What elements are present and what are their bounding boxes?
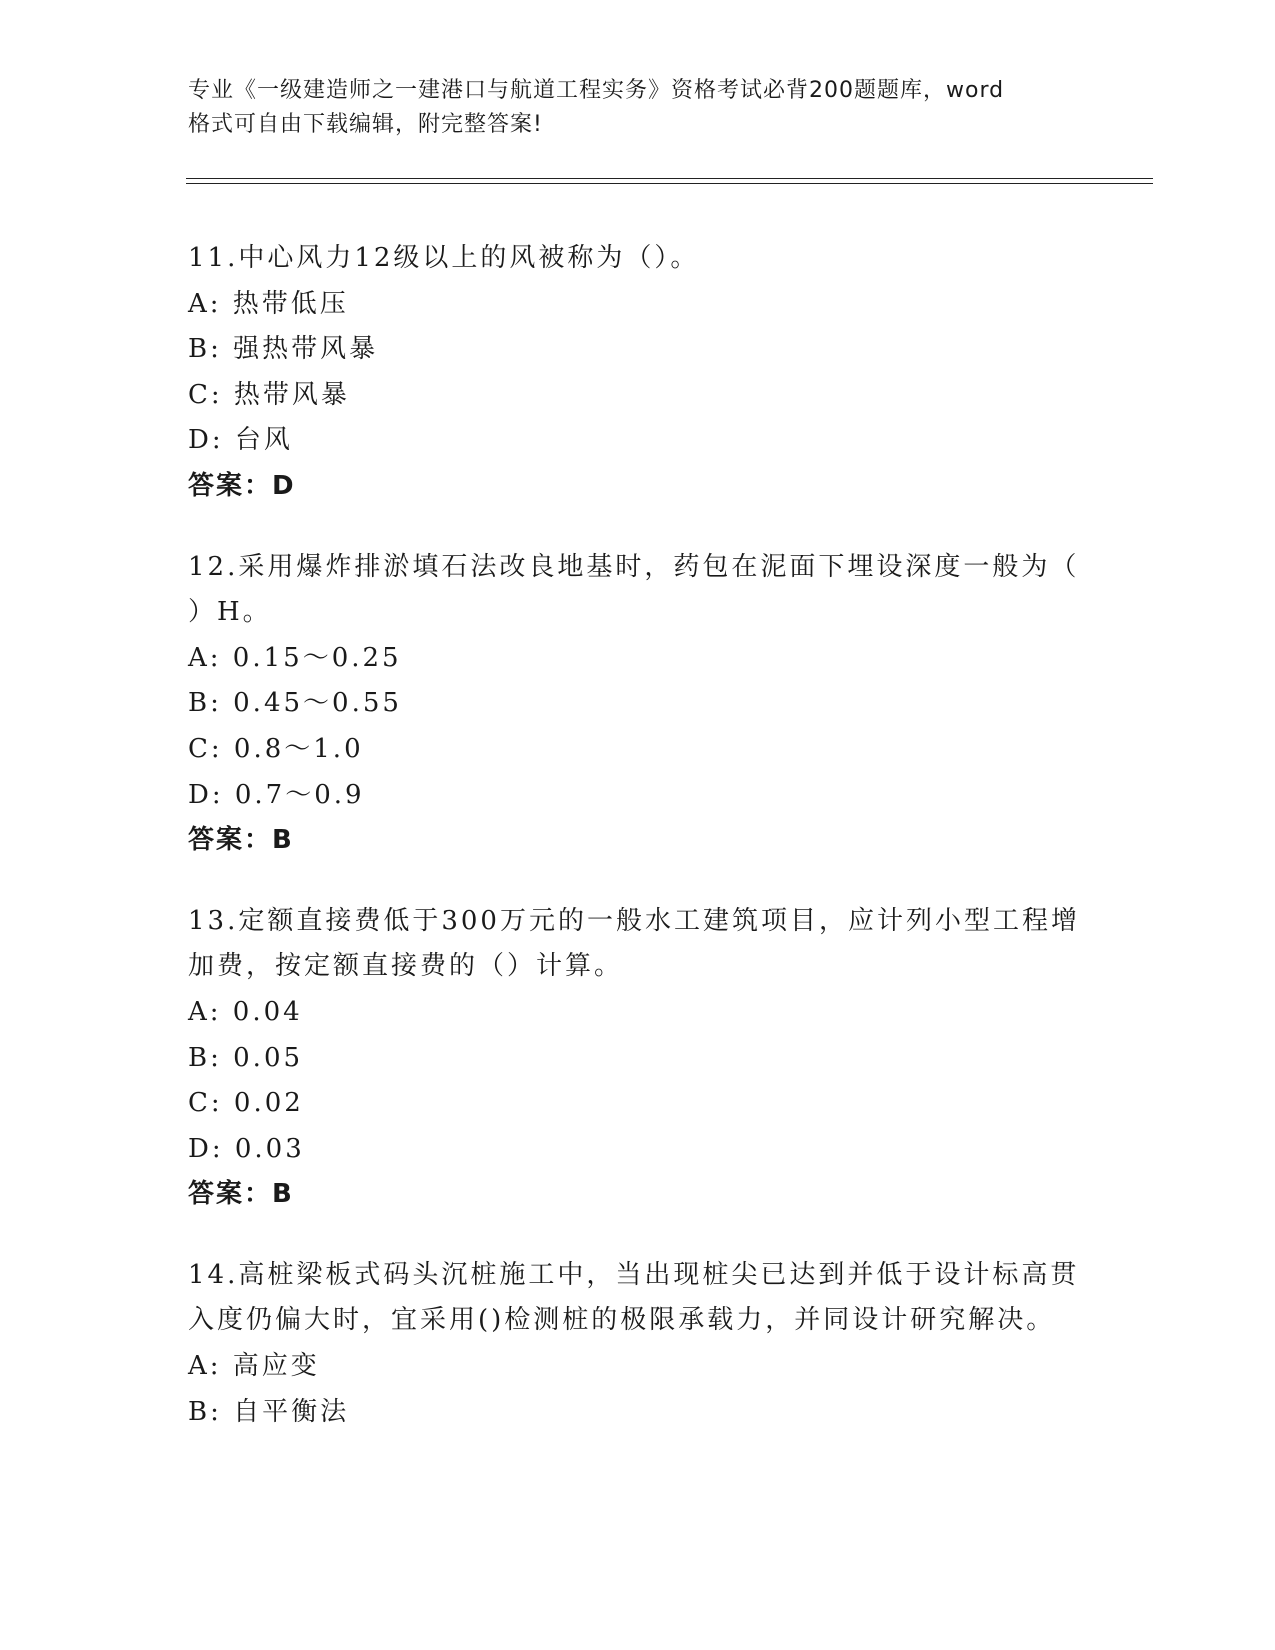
option-a: A: 热带低压 bbox=[188, 288, 349, 319]
question-12 bbox=[188, 545, 1088, 864]
question-stem-line: 11.中心风力12级以上的风被称为（）。 bbox=[188, 243, 700, 273]
option-c: C: 0.8～1.0 bbox=[188, 733, 364, 764]
header-line-2: 格式可自由下载编辑，附完整答案! bbox=[188, 112, 543, 137]
option-a: A: 高应变 bbox=[188, 1351, 320, 1382]
answer-line: 答案：B bbox=[188, 1179, 294, 1210]
header-divider-top bbox=[186, 178, 1153, 179]
question-stem-line: ）H。 bbox=[188, 597, 272, 628]
question-14 bbox=[188, 1253, 1088, 1435]
header-line-1: 专业《一级建造师之一建港口与航道工程实务》资格考试必背200题题库，word bbox=[188, 78, 1005, 103]
question-13 bbox=[188, 899, 1088, 1218]
document-header bbox=[188, 74, 1088, 142]
question-list bbox=[188, 236, 1088, 1470]
option-b: B: 0.45～0.55 bbox=[188, 688, 402, 719]
option-d: D: 0.7～0.9 bbox=[188, 779, 365, 810]
question-stem bbox=[188, 899, 1088, 990]
question-stem bbox=[188, 1253, 1088, 1344]
question-stem-line: 13.定额直接费低于300万元的一般水工建筑项目，应计列小型工程增 bbox=[188, 905, 1080, 936]
option-d: D: 台风 bbox=[188, 425, 293, 456]
option-b: B: 强热带风暴 bbox=[188, 334, 379, 365]
header-divider-bottom bbox=[186, 183, 1153, 184]
question-stem-line: 加费，按定额直接费的（）计算。 bbox=[188, 951, 624, 982]
question-stem-line: 12.采用爆炸排淤填石法改良地基时，药包在泥面下埋设深度一般为（ bbox=[188, 551, 1080, 582]
question-11 bbox=[188, 236, 1088, 510]
question-stem-line: 入度仍偏大时，宜采用()检测桩的极限承载力，并同设计研究解决。 bbox=[188, 1305, 1056, 1336]
question-stem-line: 14.高桩梁板式码头沉桩施工中，当出现桩尖已达到并低于设计标高贯 bbox=[188, 1259, 1080, 1290]
option-a: A: 0.15～0.25 bbox=[188, 642, 402, 673]
option-b: B: 0.05 bbox=[188, 1042, 304, 1073]
option-c: C: 热带风暴 bbox=[188, 379, 350, 410]
question-stem bbox=[188, 236, 1088, 282]
option-c: C: 0.02 bbox=[188, 1088, 304, 1119]
option-a: A: 0.04 bbox=[188, 996, 303, 1027]
option-b: B: 自平衡法 bbox=[188, 1396, 350, 1427]
answer-line: 答案：D bbox=[188, 470, 296, 501]
answer-line: 答案：B bbox=[188, 825, 294, 856]
option-d: D: 0.03 bbox=[188, 1133, 305, 1164]
question-stem bbox=[188, 545, 1088, 636]
